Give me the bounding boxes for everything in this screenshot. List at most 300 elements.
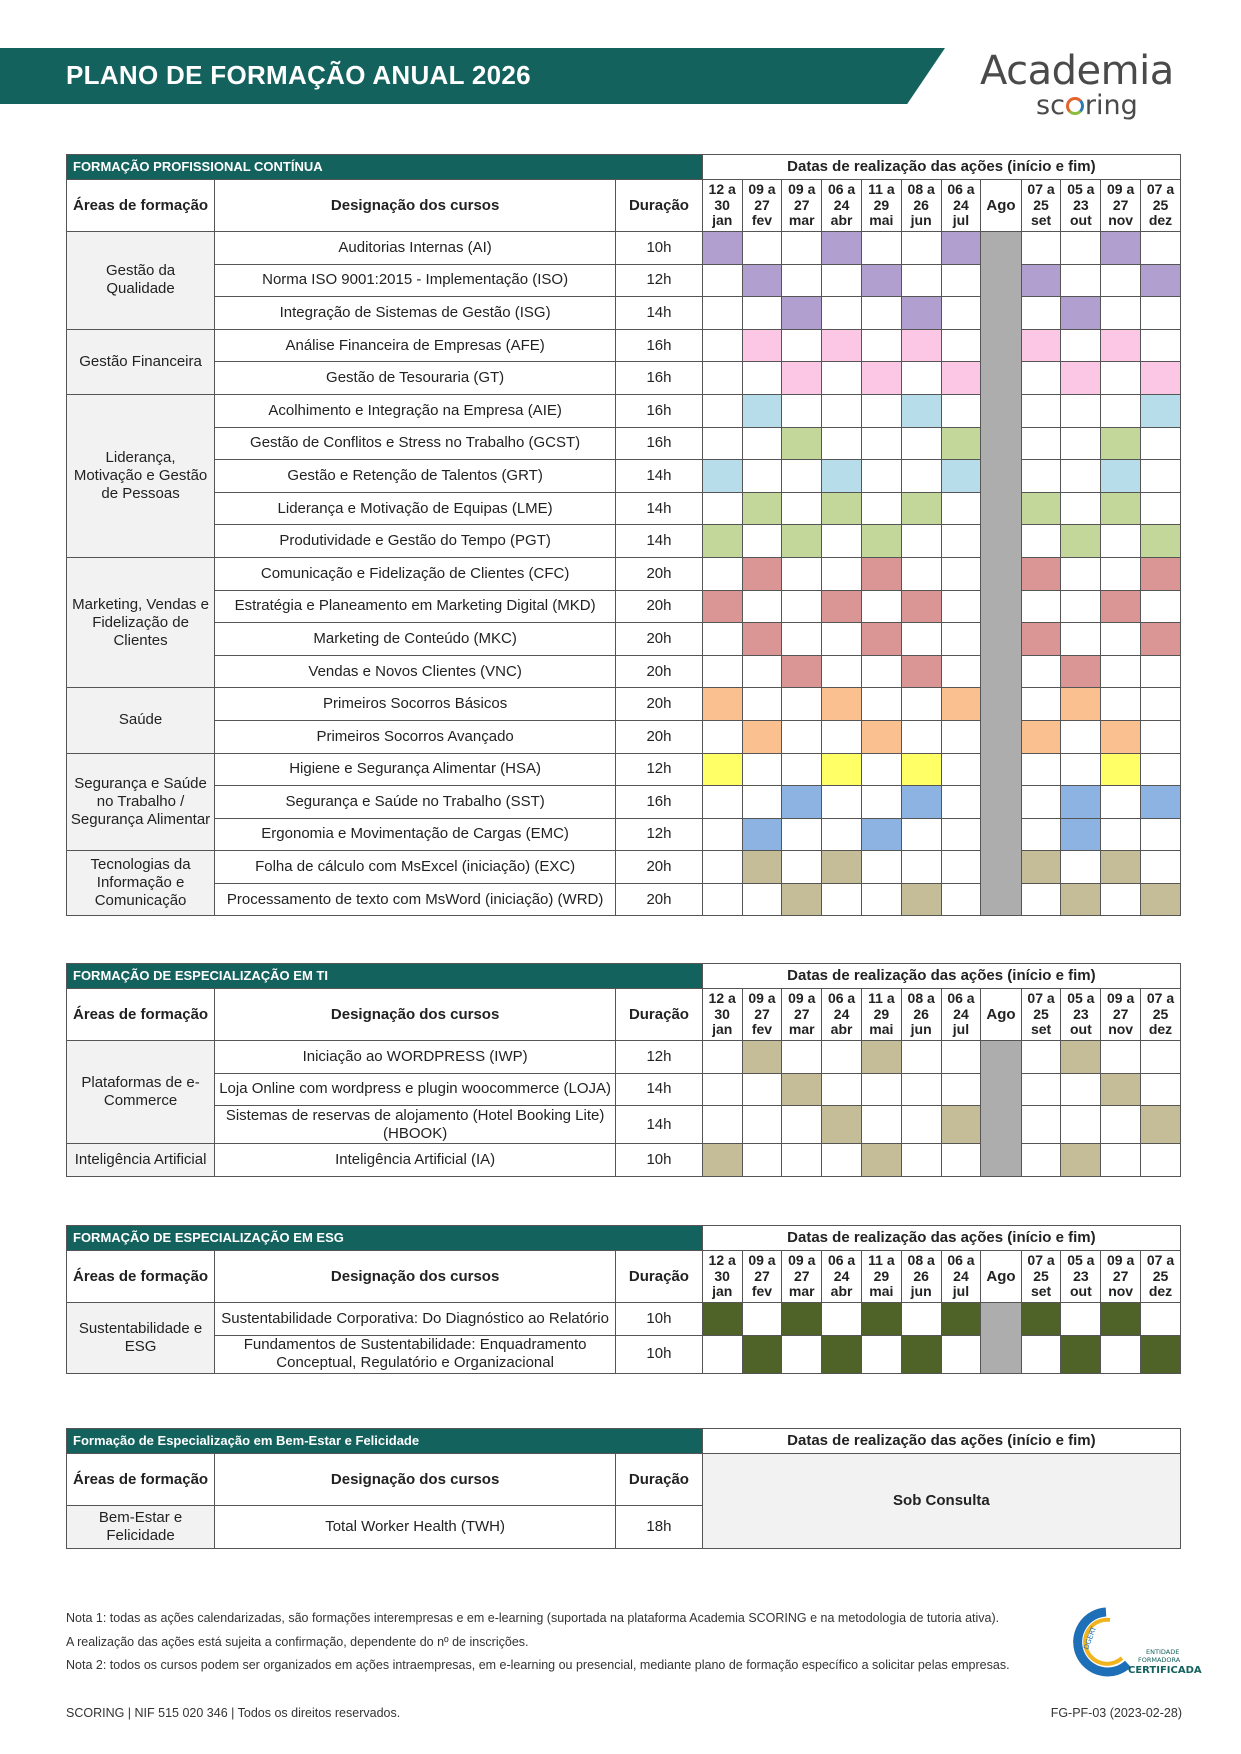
- schedule-cell: [1061, 1073, 1101, 1106]
- schedule-cell: [1141, 460, 1181, 493]
- schedule-cell-active: [1101, 851, 1141, 884]
- schedule-cell: [1021, 525, 1061, 558]
- svg-text:CERTIFICADA: CERTIFICADA: [1128, 1665, 1202, 1676]
- course-name: Acolhimento e Integração na Empresa (AIE): [215, 394, 616, 427]
- schedule-cell: [742, 786, 782, 819]
- schedule-cell: [702, 883, 742, 916]
- schedule-cell: [1061, 264, 1101, 297]
- course-name: Produtividade e Gestão do Tempo (PGT): [215, 525, 616, 558]
- schedule-cell: [861, 883, 901, 916]
- schedule-cell-active: [1101, 720, 1141, 753]
- schedule-cell-active: [742, 818, 782, 851]
- duration-header: Duração: [616, 989, 703, 1041]
- schedule-cell-active: [1061, 525, 1101, 558]
- schedule-cell-active: [742, 492, 782, 525]
- schedule-cell: [1021, 1335, 1061, 1373]
- section-table: [66, 154, 1181, 916]
- area-cell: Plataformas de e-Commerce: [67, 1041, 215, 1144]
- schedule-cell-active: [861, 1144, 901, 1177]
- footer-copyright: SCORING | NIF 515 020 346 | Todos os direitos reservados.: [66, 1706, 401, 1720]
- schedule-cell: [742, 688, 782, 721]
- schedule-cell-active: [1021, 329, 1061, 362]
- schedule-cell-active: [1141, 786, 1181, 819]
- schedule-cell-active: [941, 1106, 981, 1144]
- schedule-cell: [901, 232, 941, 265]
- course-duration: 14h: [616, 297, 703, 330]
- schedule-cell: [822, 1303, 862, 1336]
- course-duration: 20h: [616, 655, 703, 688]
- duration-header: Duração: [616, 1454, 703, 1506]
- schedule-cell-active: [901, 786, 941, 819]
- schedule-cell-active: [1021, 492, 1061, 525]
- course-duration: 16h: [616, 362, 703, 395]
- schedule-cell: [742, 655, 782, 688]
- schedule-cell: [1101, 362, 1141, 395]
- course-name: Segurança e Saúde no Trabalho (SST): [215, 786, 616, 819]
- schedule-cell: [1141, 590, 1181, 623]
- schedule-cell: [702, 427, 742, 460]
- schedule-cell-active: [1141, 264, 1181, 297]
- course-name: Primeiros Socorros Avançado: [215, 720, 616, 753]
- schedule-cell-active: [901, 590, 941, 623]
- schedule-cell: [1021, 297, 1061, 330]
- section-table: [66, 1225, 1181, 1374]
- schedule-cell: [941, 394, 981, 427]
- schedule-cell-active: [861, 1303, 901, 1336]
- schedule-cell: [941, 590, 981, 623]
- section-title: FORMAÇÃO DE ESPECIALIZAÇÃO EM ESG: [67, 1226, 703, 1251]
- schedule-cell: [941, 1073, 981, 1106]
- schedule-cell: [861, 297, 901, 330]
- course-duration: 20h: [616, 688, 703, 721]
- schedule-cell: [742, 1303, 782, 1336]
- schedule-cell: [782, 264, 822, 297]
- schedule-cell: [742, 460, 782, 493]
- month-header: 09 a 27 mar: [782, 989, 822, 1041]
- schedule-cell-active: [742, 557, 782, 590]
- course-name: Liderança e Motivação de Equipas (LME): [215, 492, 616, 525]
- schedule-cell: [702, 362, 742, 395]
- schedule-cell: [1021, 232, 1061, 265]
- course-name: Iniciação ao WORDPRESS (IWP): [215, 1041, 616, 1074]
- course-name: Higiene e Segurança Alimentar (HSA): [215, 753, 616, 786]
- schedule-cell: [1061, 1106, 1101, 1144]
- schedule-cell: [901, 623, 941, 656]
- schedule-cell: [702, 720, 742, 753]
- month-header: 09 a 27 nov: [1101, 989, 1141, 1041]
- schedule-cell: [782, 688, 822, 721]
- schedule-cell-active: [742, 394, 782, 427]
- schedule-cell: [901, 460, 941, 493]
- course-row: [67, 1041, 1181, 1074]
- course-name: Análise Financeira de Empresas (AFE): [215, 329, 616, 362]
- courses-header: Designação dos cursos: [215, 989, 616, 1041]
- schedule-cell: [1021, 460, 1061, 493]
- schedule-cell: [822, 883, 862, 916]
- schedule-cell-active: [782, 427, 822, 460]
- schedule-cell: [1141, 655, 1181, 688]
- schedule-cell-active: [1061, 297, 1101, 330]
- schedule-cell: [1141, 688, 1181, 721]
- course-name: Auditorias Internas (AI): [215, 232, 616, 265]
- schedule-cell-active: [901, 655, 941, 688]
- schedule-cell: [1101, 786, 1141, 819]
- schedule-cell: [1141, 492, 1181, 525]
- schedule-cell-active: [822, 329, 862, 362]
- schedule-cell: [1141, 1041, 1181, 1074]
- schedule-cell: [1061, 232, 1101, 265]
- schedule-cell: [782, 460, 822, 493]
- course-name: Gestão de Tesouraria (GT): [215, 362, 616, 395]
- schedule-cell: [1061, 329, 1101, 362]
- area-cell: Saúde: [67, 688, 215, 753]
- schedule-cell-active: [941, 427, 981, 460]
- dates-header: Datas de realização das ações (início e fim): [702, 1226, 1180, 1251]
- schedule-cell: [742, 1073, 782, 1106]
- schedule-cell-active: [941, 1303, 981, 1336]
- course-duration: 10h: [616, 232, 703, 265]
- month-header: 08 a 26 jun: [901, 1251, 941, 1303]
- schedule-cell: [941, 1144, 981, 1177]
- schedule-cell-active: [702, 232, 742, 265]
- section-title: FORMAÇÃO DE ESPECIALIZAÇÃO EM TI: [67, 964, 703, 989]
- schedule-cell: [782, 590, 822, 623]
- schedule-cell: [782, 818, 822, 851]
- svg-text:DGERT: DGERT: [1082, 1625, 1099, 1651]
- schedule-cell-active: [742, 329, 782, 362]
- course-duration: 10h: [616, 1303, 703, 1336]
- schedule-cell: [742, 362, 782, 395]
- schedule-cell-active: [861, 720, 901, 753]
- course-duration: 16h: [616, 427, 703, 460]
- month-header: 07 a 25 dez: [1141, 989, 1181, 1041]
- schedule-cell-active: [702, 1144, 742, 1177]
- schedule-cell-active: [822, 851, 862, 884]
- month-header: 08 a 26 jun: [901, 989, 941, 1041]
- dates-header: Datas de realização das ações (início e fim): [702, 155, 1180, 180]
- schedule-cell-active: [702, 525, 742, 558]
- schedule-cell: [901, 1144, 941, 1177]
- duration-header: Duração: [616, 180, 703, 232]
- month-header-ago: Ago: [981, 1251, 1021, 1303]
- schedule-cell-active: [1101, 492, 1141, 525]
- schedule-cell: [901, 688, 941, 721]
- schedule-cell: [901, 1073, 941, 1106]
- schedule-cell-active: [861, 525, 901, 558]
- schedule-cell: [822, 362, 862, 395]
- schedule-cell: [861, 394, 901, 427]
- course-name: Processamento de texto com MsWord (iniciação) (WRD): [215, 883, 616, 916]
- course-name: Marketing de Conteúdo (MKC): [215, 623, 616, 656]
- schedule-cell: [782, 851, 822, 884]
- schedule-cell: [782, 720, 822, 753]
- schedule-cell-active: [901, 394, 941, 427]
- schedule-cell-active: [861, 557, 901, 590]
- schedule-cell: [1141, 1144, 1181, 1177]
- schedule-cell-active: [742, 1041, 782, 1074]
- course-name: Integração de Sistemas de Gestão (ISG): [215, 297, 616, 330]
- schedule-cell: [1021, 753, 1061, 786]
- course-name: Vendas e Novos Clientes (VNC): [215, 655, 616, 688]
- schedule-cell: [742, 525, 782, 558]
- month-header: 09 a 27 mar: [782, 1251, 822, 1303]
- schedule-cell: [1101, 818, 1141, 851]
- schedule-cell: [782, 492, 822, 525]
- svg-text:FORMADORA: FORMADORA: [1138, 1656, 1181, 1664]
- schedule-cell: [822, 623, 862, 656]
- course-duration: 10h: [616, 1144, 703, 1177]
- schedule-cell: [1141, 329, 1181, 362]
- sob-consulta: Sob Consulta: [702, 1454, 1180, 1549]
- schedule-cell: [1141, 1303, 1181, 1336]
- month-header: 12 a 30 jan: [702, 1251, 742, 1303]
- schedule-cell-active: [1061, 786, 1101, 819]
- course-duration: 12h: [616, 1041, 703, 1074]
- area-cell: Bem-Estar e Felicidade: [67, 1506, 215, 1549]
- schedule-cell: [782, 1041, 822, 1074]
- schedule-cell-active: [1141, 883, 1181, 916]
- course-duration: 10h: [616, 1335, 703, 1373]
- schedule-cell: [782, 1335, 822, 1373]
- schedule-cell: [822, 264, 862, 297]
- month-header: 07 a 25 set: [1021, 180, 1061, 232]
- schedule-cell: [1101, 688, 1141, 721]
- schedule-cell: [941, 720, 981, 753]
- schedule-cell: [861, 329, 901, 362]
- schedule-cell: [822, 297, 862, 330]
- schedule-cell: [1061, 492, 1101, 525]
- schedule-cell: [1101, 394, 1141, 427]
- schedule-cell: [1021, 818, 1061, 851]
- month-header: 08 a 26 jun: [901, 180, 941, 232]
- course-name: Fundamentos de Sustentabilidade: Enquadramento Conceptual, Regulatório e Organizacional: [215, 1335, 616, 1373]
- month-header: 11 a 29 mai: [861, 180, 901, 232]
- academia-scoring-logo: [980, 48, 1180, 122]
- schedule-cell: [861, 232, 901, 265]
- schedule-cell: [941, 297, 981, 330]
- schedule-cell-active: [702, 590, 742, 623]
- schedule-cell: [742, 1106, 782, 1144]
- schedule-cell-active: [941, 688, 981, 721]
- schedule-cell: [1061, 851, 1101, 884]
- course-duration: 20h: [616, 623, 703, 656]
- schedule-cell: [822, 1144, 862, 1177]
- schedule-cell: [702, 786, 742, 819]
- dates-header: Datas de realização das ações (início e fim): [702, 1429, 1180, 1454]
- schedule-cell-active: [782, 362, 822, 395]
- areas-header: Áreas de formação: [67, 1251, 215, 1303]
- schedule-cell: [1061, 460, 1101, 493]
- schedule-cell: [1021, 1041, 1061, 1074]
- schedule-cell: [702, 1335, 742, 1373]
- section-title: Formação de Especialização em Bem-Estar e Felicidade: [67, 1429, 703, 1454]
- schedule-cell: [822, 786, 862, 819]
- schedule-cell: [1101, 525, 1141, 558]
- month-header: 05 a 23 out: [1061, 989, 1101, 1041]
- courses-header: Designação dos cursos: [215, 1251, 616, 1303]
- august-gap-cell: [981, 1303, 1021, 1374]
- schedule-cell-active: [742, 851, 782, 884]
- schedule-cell: [1141, 851, 1181, 884]
- schedule-cell: [742, 297, 782, 330]
- schedule-cell-active: [702, 460, 742, 493]
- schedule-cell-active: [822, 492, 862, 525]
- schedule-cell-active: [702, 1303, 742, 1336]
- schedule-cell: [782, 1144, 822, 1177]
- schedule-cell-active: [1141, 525, 1181, 558]
- schedule-cell-active: [822, 460, 862, 493]
- schedule-cell-active: [822, 688, 862, 721]
- schedule-cell: [1061, 394, 1101, 427]
- schedule-cell: [861, 1073, 901, 1106]
- schedule-cell: [702, 1106, 742, 1144]
- schedule-cell: [782, 753, 822, 786]
- schedule-cell: [861, 655, 901, 688]
- schedule-cell: [1061, 720, 1101, 753]
- section-table: [66, 1428, 1181, 1549]
- schedule-cell: [861, 427, 901, 460]
- course-duration: 20h: [616, 851, 703, 884]
- course-name: Ergonomia e Movimentação de Cargas (EMC): [215, 818, 616, 851]
- schedule-cell-active: [1101, 1303, 1141, 1336]
- schedule-cell-active: [861, 1041, 901, 1074]
- schedule-cell: [1141, 232, 1181, 265]
- schedule-cell: [1021, 1144, 1061, 1177]
- schedule-cell: [941, 1041, 981, 1074]
- schedule-cell: [941, 557, 981, 590]
- schedule-cell-active: [1101, 329, 1141, 362]
- schedule-cell: [742, 427, 782, 460]
- month-header: 06 a 24 abr: [822, 989, 862, 1041]
- course-duration: 14h: [616, 1106, 703, 1144]
- schedule-cell: [702, 623, 742, 656]
- schedule-cell-active: [1021, 720, 1061, 753]
- course-name: Comunicação e Fidelização de Clientes (CFC): [215, 557, 616, 590]
- course-duration: 20h: [616, 883, 703, 916]
- course-duration: 18h: [616, 1506, 703, 1549]
- schedule-cell: [1021, 427, 1061, 460]
- schedule-cell-active: [822, 1106, 862, 1144]
- course-duration: 14h: [616, 525, 703, 558]
- note-1: Nota 1: todas as ações calendarizadas, são formações interempresas e em e-learning (suportada na plataforma Academia SCORING e na metodologia de tutoria ativa).: [66, 1611, 1000, 1625]
- course-duration: 12h: [616, 264, 703, 297]
- schedule-cell: [702, 818, 742, 851]
- schedule-cell: [901, 818, 941, 851]
- schedule-cell: [1021, 655, 1061, 688]
- schedule-cell-active: [941, 232, 981, 265]
- section-table: [66, 963, 1181, 1177]
- schedule-cell: [1021, 362, 1061, 395]
- schedule-cell: [1101, 623, 1141, 656]
- schedule-cell: [702, 655, 742, 688]
- schedule-cell-active: [1141, 1106, 1181, 1144]
- footer-doc-code: FG-PF-03 (2023-02-28): [1050, 1706, 1182, 1720]
- logo-main-text: Academia: [980, 48, 1174, 94]
- schedule-cell: [901, 362, 941, 395]
- month-header: 09 a 27 fev: [742, 180, 782, 232]
- course-duration: 20h: [616, 720, 703, 753]
- schedule-cell: [1021, 883, 1061, 916]
- course-duration: 12h: [616, 818, 703, 851]
- schedule-cell: [1061, 590, 1101, 623]
- area-cell: Gestão da Qualidade: [67, 232, 215, 330]
- schedule-cell-active: [1061, 688, 1101, 721]
- course-name: Folha de cálculo com MsExcel (iniciação) (EXC): [215, 851, 616, 884]
- schedule-cell: [861, 590, 901, 623]
- schedule-cell: [702, 1073, 742, 1106]
- logo-sub-text: sc ring: [1036, 90, 1138, 121]
- schedule-cell: [941, 623, 981, 656]
- month-header: 06 a 24 jul: [941, 180, 981, 232]
- course-duration: 16h: [616, 329, 703, 362]
- schedule-cell: [702, 492, 742, 525]
- course-name: Primeiros Socorros Básicos: [215, 688, 616, 721]
- schedule-cell: [1141, 427, 1181, 460]
- month-header: 12 a 30 jan: [702, 989, 742, 1041]
- area-cell: Segurança e Saúde no Trabalho / Segurança Alimentar: [67, 753, 215, 851]
- areas-header: Áreas de formação: [67, 1454, 215, 1506]
- schedule-cell-active: [782, 525, 822, 558]
- schedule-cell: [901, 525, 941, 558]
- schedule-cell-active: [1101, 460, 1141, 493]
- schedule-cell-active: [702, 688, 742, 721]
- schedule-cell: [1101, 297, 1141, 330]
- course-duration: 20h: [616, 590, 703, 623]
- month-header: 06 a 24 abr: [822, 1251, 862, 1303]
- schedule-cell: [901, 557, 941, 590]
- schedule-cell: [1021, 590, 1061, 623]
- course-name: Norma ISO 9001:2015 - Implementação (ISO): [215, 264, 616, 297]
- schedule-cell-active: [1101, 427, 1141, 460]
- schedule-cell: [822, 1073, 862, 1106]
- schedule-cell: [782, 623, 822, 656]
- schedule-cell: [702, 394, 742, 427]
- schedule-cell: [901, 720, 941, 753]
- schedule-cell: [901, 264, 941, 297]
- schedule-cell-active: [861, 818, 901, 851]
- schedule-cell: [1101, 1144, 1141, 1177]
- schedule-cell: [1061, 427, 1101, 460]
- schedule-cell-active: [861, 623, 901, 656]
- schedule-cell: [941, 753, 981, 786]
- month-header: 11 a 29 mai: [861, 1251, 901, 1303]
- schedule-cell-active: [901, 297, 941, 330]
- schedule-cell: [1141, 720, 1181, 753]
- schedule-cell: [861, 688, 901, 721]
- schedule-cell: [1141, 818, 1181, 851]
- schedule-cell: [1061, 557, 1101, 590]
- schedule-cell: [1101, 1335, 1141, 1373]
- dgert-certification-seal: [1070, 1606, 1202, 1678]
- month-header: 07 a 25 dez: [1141, 1251, 1181, 1303]
- note-1-continued: A realização das ações está sujeita a confirmação, dependente do nº de inscrições.: [66, 1634, 529, 1649]
- area-cell: Marketing, Vendas e Fidelização de Clientes: [67, 557, 215, 687]
- month-header: 07 a 25 set: [1021, 1251, 1061, 1303]
- august-gap-cell: [981, 1041, 1021, 1177]
- schedule-cell: [901, 851, 941, 884]
- schedule-cell-active: [1061, 362, 1101, 395]
- schedule-cell: [702, 329, 742, 362]
- schedule-cell: [941, 329, 981, 362]
- schedule-cell: [901, 1303, 941, 1336]
- schedule-cell: [1101, 655, 1141, 688]
- schedule-cell-active: [1061, 1144, 1101, 1177]
- schedule-cell-active: [822, 232, 862, 265]
- schedule-cell: [861, 753, 901, 786]
- month-header: 07 a 25 set: [1021, 989, 1061, 1041]
- area-cell: Tecnologias da Informação e Comunicação: [67, 851, 215, 916]
- schedule-cell: [822, 427, 862, 460]
